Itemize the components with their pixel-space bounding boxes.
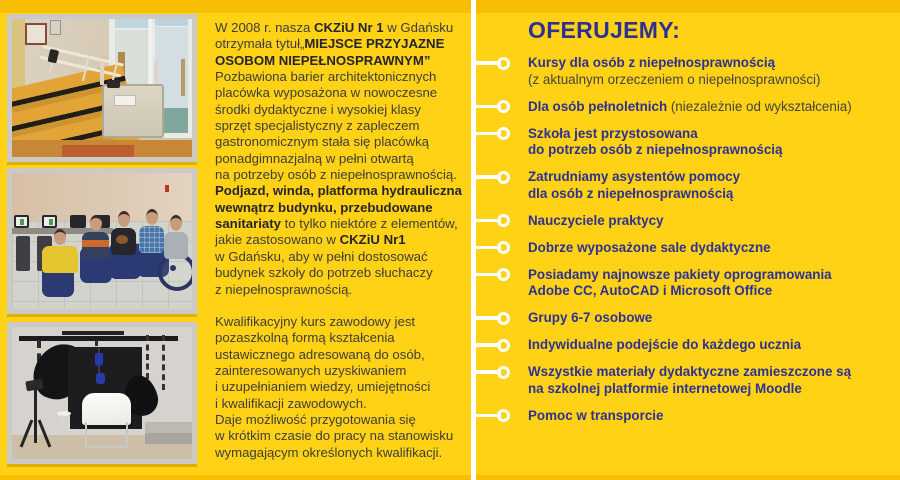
bullet-ring-icon bbox=[497, 241, 510, 254]
offer-item: Wszystkie materiały dydaktyczne zamieszczone są na szkolnej platformie internetowej Moodle bbox=[471, 364, 900, 397]
offer-item: Nauczyciele praktycy bbox=[471, 213, 900, 230]
offer-item: Zatrudniamy asystentów pomocy dla osób z niepełnosprawnością bbox=[471, 169, 900, 202]
ceiling-rail bbox=[19, 336, 177, 341]
lift-label bbox=[114, 95, 136, 106]
backdrop-chain bbox=[162, 335, 165, 390]
stool-leg bbox=[61, 415, 63, 430]
person-head bbox=[54, 229, 66, 245]
monitor-screen bbox=[44, 217, 55, 226]
bullet-ring-icon bbox=[497, 214, 510, 227]
small-dog bbox=[116, 235, 128, 244]
bullet-ring-icon bbox=[497, 312, 510, 325]
lift-control-box bbox=[107, 80, 120, 88]
person-body bbox=[42, 246, 78, 273]
stool-leg bbox=[68, 415, 70, 430]
offer-item: Posiadamy najnowsze pakiety oprogramowania Adobe CC, AutoCAD i Microsoft Office bbox=[471, 267, 900, 300]
offer-item: Dobrze wyposażone sale dydaktyczne bbox=[471, 240, 900, 257]
person-head bbox=[90, 215, 102, 231]
screen-icon bbox=[49, 219, 53, 225]
offer-item: Kursy dla osób z niepełnosprawnością (z aktualnym orzeczeniem o niepełnosprawności) bbox=[471, 55, 900, 88]
person-head bbox=[146, 209, 158, 225]
offer-item: Pomoc w transporcie bbox=[471, 408, 900, 425]
student-in-wheelchair bbox=[164, 215, 188, 259]
table-sweep-top bbox=[82, 393, 131, 425]
product-table bbox=[82, 393, 131, 448]
blue-bottle-on-table bbox=[95, 353, 103, 366]
tripod-pole bbox=[34, 388, 37, 443]
person-body bbox=[139, 226, 164, 253]
man-plaid-shirt bbox=[139, 209, 164, 253]
wheelchair-hub bbox=[170, 265, 176, 271]
offer-item: Szkoła jest przystosowana do potrzeb osób z niepełnosprawnością bbox=[471, 126, 900, 159]
window-pane bbox=[155, 19, 188, 26]
monitor-screen bbox=[16, 217, 27, 226]
bullet-ring-icon bbox=[497, 57, 510, 70]
offer-list bbox=[471, 55, 900, 424]
bullet-ring-icon bbox=[497, 127, 510, 140]
student-with-dog bbox=[111, 211, 136, 255]
window-pane bbox=[115, 19, 148, 28]
hanging-blue-bottle bbox=[96, 373, 105, 384]
student-striped-top bbox=[82, 215, 109, 259]
bullet-ring-icon bbox=[497, 366, 510, 379]
offer-item: Grupy 6-7 osobowe bbox=[471, 310, 900, 327]
screen-icon bbox=[20, 219, 24, 225]
table-legs bbox=[85, 422, 128, 448]
person-head bbox=[118, 211, 130, 227]
wall-picture bbox=[25, 23, 47, 45]
bullet-ring-icon bbox=[497, 268, 510, 281]
offer-heading: OFERUJEMY: bbox=[528, 17, 681, 43]
photo-stair-platform-lift-scene bbox=[12, 19, 192, 157]
bullet-ring-icon bbox=[497, 339, 510, 352]
photo-stair-platform-lift bbox=[7, 14, 197, 162]
photo-computer-classroom bbox=[7, 168, 197, 314]
lift-guide-post bbox=[154, 60, 158, 85]
offer-item: Dla osób pełnoletnich (niezależnie od wykształcenia) bbox=[471, 99, 900, 116]
bullet-ring-icon bbox=[497, 409, 510, 422]
photo-photography-studio bbox=[7, 322, 197, 464]
photo-computer-classroom-scene bbox=[12, 173, 192, 309]
photo-photography-studio-scene bbox=[12, 327, 192, 459]
bullet-ring-icon bbox=[497, 171, 510, 184]
paragraph-qualification-course: Kwalifikacyjny kurs zawodowy jest pozaszkolną formą kształcenia ustawicznego adresowaną do osób, zainteresowanych uzyskiwaniem i uzupełnianiem wiedzy, umiejętności i kwalifikacji zawodowych. Daje możliwość przygotowania się w krótkim czasie do pracy na stanowisku wymagającym określonych kwalifikacji. bbox=[215, 313, 454, 460]
floor-tile-patch bbox=[62, 145, 134, 157]
bullet-ring-icon bbox=[497, 100, 510, 113]
corridor-door bbox=[181, 59, 186, 96]
fire-alarm bbox=[165, 185, 169, 192]
wall-picture bbox=[50, 20, 61, 34]
person-body bbox=[164, 232, 188, 259]
ceiling-rail bbox=[62, 331, 123, 335]
pc-tower bbox=[16, 236, 30, 271]
gray-steps bbox=[145, 422, 192, 444]
lift-guide-post bbox=[100, 63, 104, 85]
person-head bbox=[170, 215, 182, 231]
paragraph-accessibility: W 2008 r. nasza CKZiU Nr 1 w Gdańsku otrzymała tytuł„MIEJSCE PRZYJAZNE OSOBOM NIEPEŁNOSPRAWNYM” Pozbawiona barier architektonicznych placówka wyposażona w nowoczesne środki dydaktyczne i wysokiej klasy sprzęt specjalistyczny z zapleczem gastronomicznym stała się placówką ponadgimnazjalną w pełni otwartą na potrzeby osób z niepełnosprawnością. Podjazd, winda, platforma hydrauliczna wewnątrz budynku, przebudowane sanitariaty to tylko niektóre z elementów, jakie zastosowano w CKZiU Nr1 w Gdańsku, aby w pełni dostosować budynek szkoły do potrzeb słuchaczy z niepełnosprawnością. bbox=[215, 20, 462, 297]
offer-item: Indywidualne podejście do każdego ucznia bbox=[471, 337, 900, 354]
platform-lift bbox=[102, 84, 164, 138]
person-body bbox=[82, 232, 109, 259]
offer-panel bbox=[471, 0, 900, 480]
student-yellow-jacket bbox=[42, 229, 78, 273]
intro-text-column bbox=[215, 20, 469, 461]
